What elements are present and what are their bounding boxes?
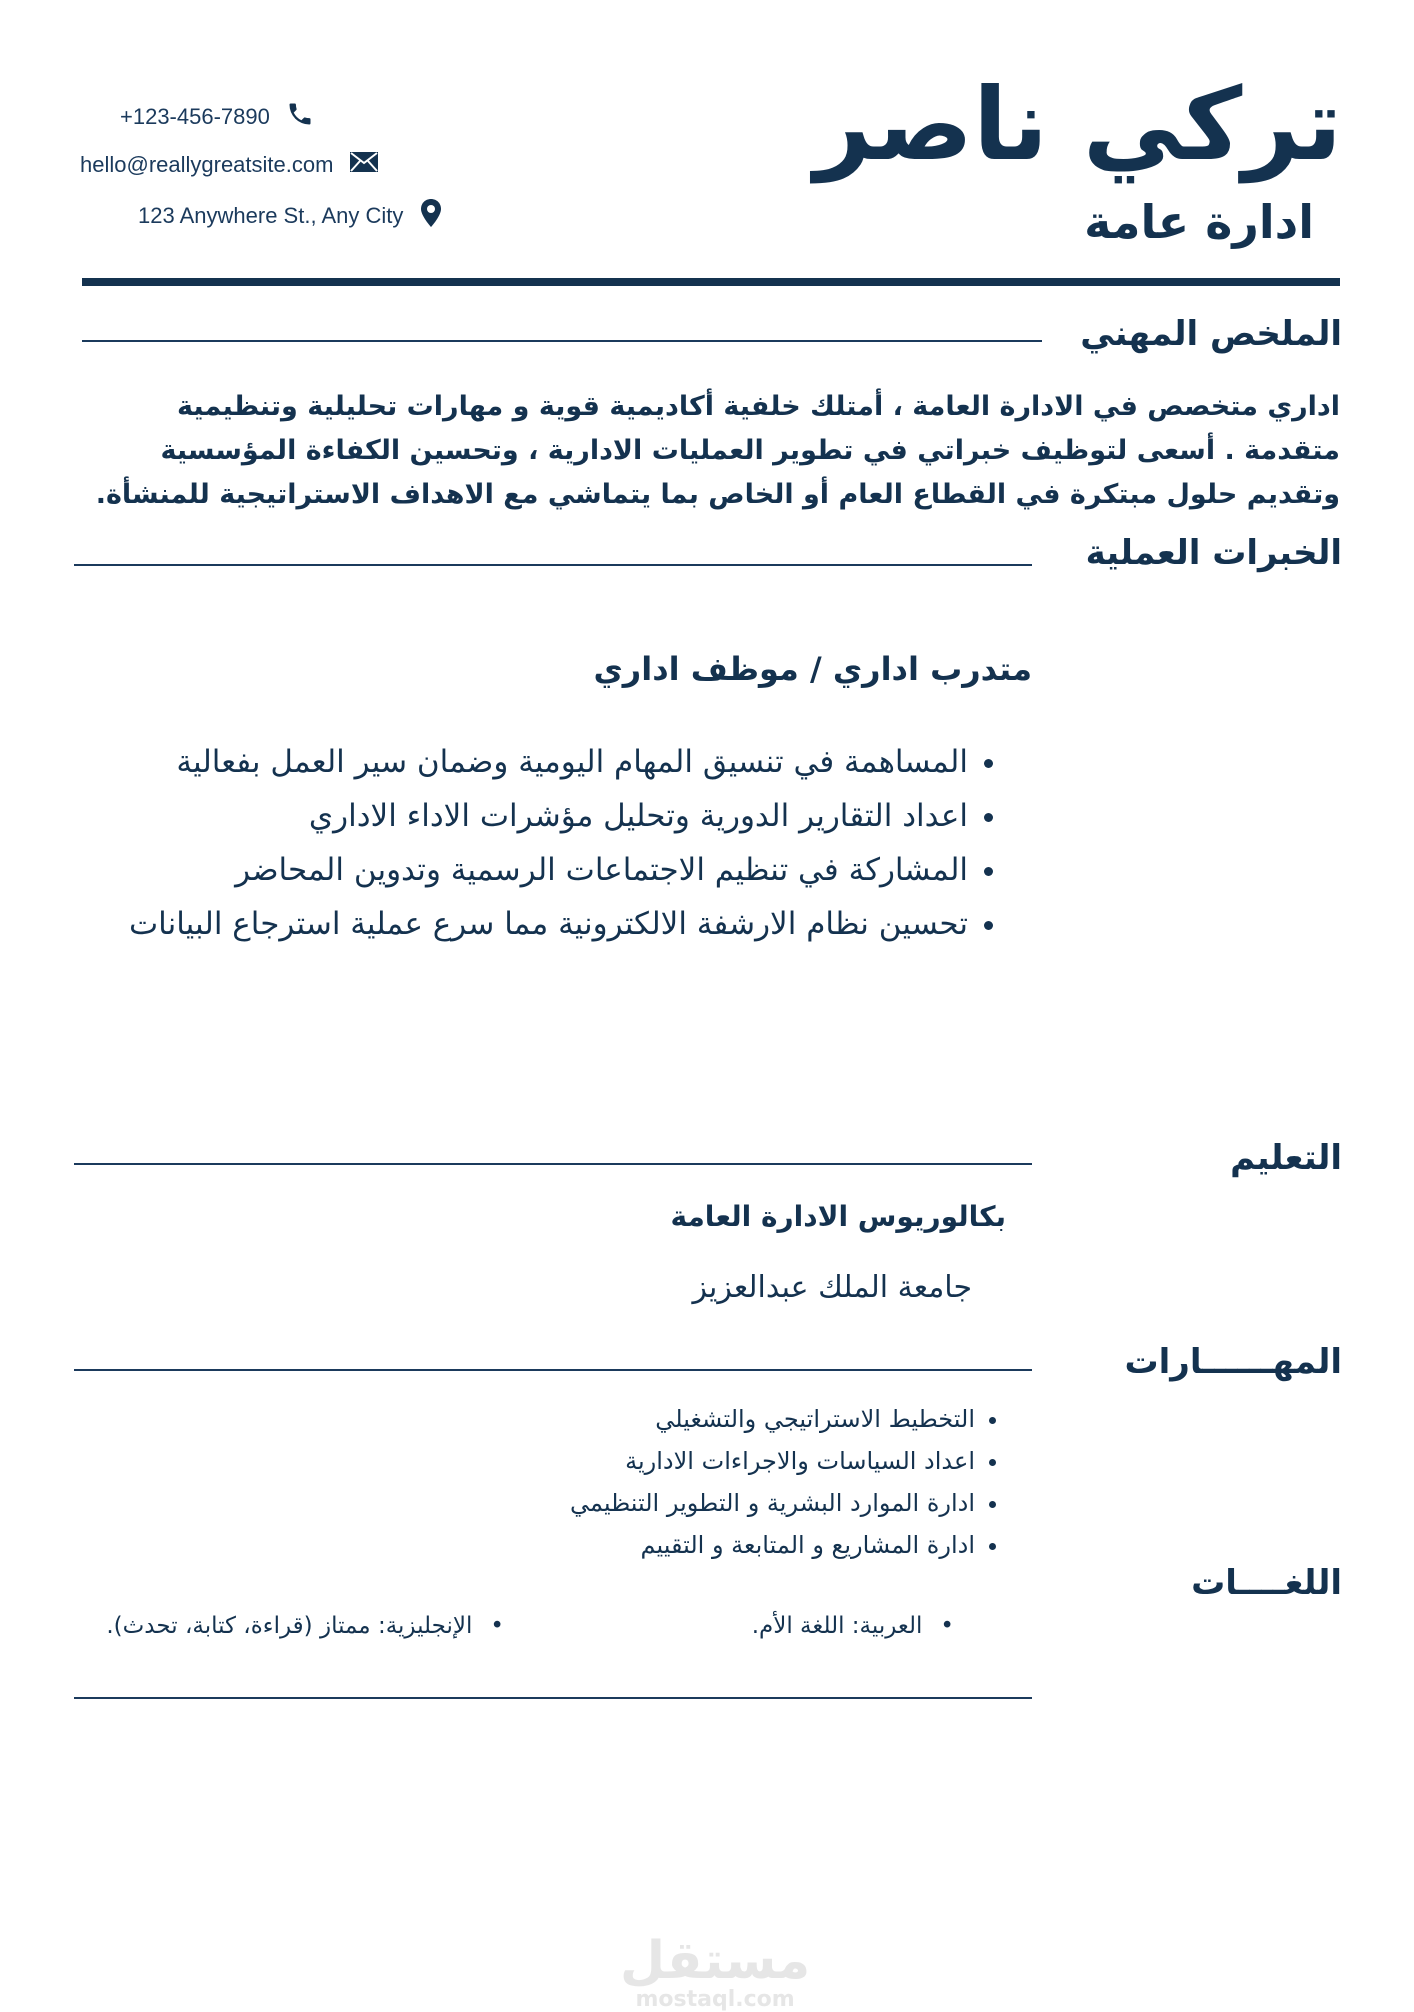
summary-title: الملخص المهني bbox=[1080, 314, 1342, 354]
watermark-logo-text: مستقل bbox=[620, 1931, 811, 1991]
experience-item: • المشاركة في تنظيم الاجتماعات الرسمية وتدوين المحاضر bbox=[108, 843, 968, 897]
phone-icon bbox=[286, 100, 314, 134]
envelope-icon bbox=[349, 150, 379, 180]
experience-item: • المساهمة في تنسيق المهام اليومية وضمان سير العمل بفعالية bbox=[108, 735, 968, 789]
skills-list bbox=[375, 1398, 1009, 1566]
experience-list bbox=[108, 735, 1004, 951]
address-text: 123 Anywhere St., Any City bbox=[138, 203, 404, 228]
summary-text: اداري متخصص في الادارة العامة ، أمتلك خلفية أكاديمية قوية و مهارات تحليلية وتنظيمية متقدمة . أسعى لتوظيف خبراتي في تطوير العمليات الادارية ، وتحسين الكفاءة المؤسسية وتقديم حلول مبتكرة في القطاع العام أو الخاص بما يتماشي مع الاهداف الاستراتيجية للمنشأة. bbox=[95, 391, 1340, 510]
contact-address bbox=[138, 198, 443, 234]
languages-divider bbox=[74, 1697, 1032, 1699]
education-degree: بكالوريوس الادارة العامة bbox=[670, 1200, 1006, 1233]
skill-item: • اعداد السياسات والاجراءات الادارية bbox=[375, 1440, 975, 1482]
language-text: العربية: اللغة الأم. bbox=[751, 1613, 923, 1639]
email-text: hello@reallygreatsite.com bbox=[80, 152, 334, 177]
language-item-arabic bbox=[752, 1613, 954, 1639]
experience-title: الخبرات العملية bbox=[1085, 533, 1342, 573]
education-university: جامعة الملك عبدالعزيز bbox=[692, 1270, 972, 1305]
candidate-name: تركي ناصر bbox=[814, 66, 1342, 183]
skill-item: • التخطيط الاستراتيجي والتشغيلي bbox=[375, 1398, 975, 1440]
experience-item: • اعداد التقارير الدورية وتحليل مؤشرات الاداء الاداري bbox=[108, 789, 968, 843]
language-text: الإنجليزية: ممتاز (قراءة، كتابة، تحدث). bbox=[106, 1613, 473, 1639]
bullet-icon: • bbox=[490, 1613, 504, 1639]
experience-role: متدرب اداري / موظف اداري bbox=[593, 650, 1032, 688]
skills-title: المهــــــارات bbox=[1124, 1342, 1342, 1382]
education-divider bbox=[74, 1163, 1032, 1165]
skills-divider bbox=[74, 1369, 1032, 1371]
watermark bbox=[620, 1931, 811, 2012]
education-title: التعليم bbox=[1230, 1138, 1342, 1178]
phone-text: +123-456-7890 bbox=[120, 104, 270, 129]
language-item-english bbox=[106, 1613, 504, 1639]
languages-title: اللغــــات bbox=[1191, 1563, 1342, 1603]
bullet-icon: • bbox=[940, 1613, 954, 1639]
skill-item: • ادارة الموارد البشرية و التطوير التنظيمي bbox=[375, 1482, 975, 1524]
contact-email bbox=[80, 150, 379, 180]
watermark-url: mostaql.com bbox=[635, 1987, 795, 2012]
contact-phone bbox=[120, 100, 314, 134]
summary-divider bbox=[82, 340, 1042, 342]
job-title: ادارة عامة bbox=[1084, 195, 1314, 249]
experience-item: • تحسين نظام الارشفة الالكترونية مما سرع عملية استرجاع البيانات bbox=[108, 897, 968, 951]
skill-item: • ادارة المشاريع و المتابعة و التقييم bbox=[375, 1524, 975, 1566]
header-divider bbox=[82, 278, 1340, 286]
map-pin-icon bbox=[419, 198, 443, 234]
experience-divider bbox=[74, 564, 1032, 566]
